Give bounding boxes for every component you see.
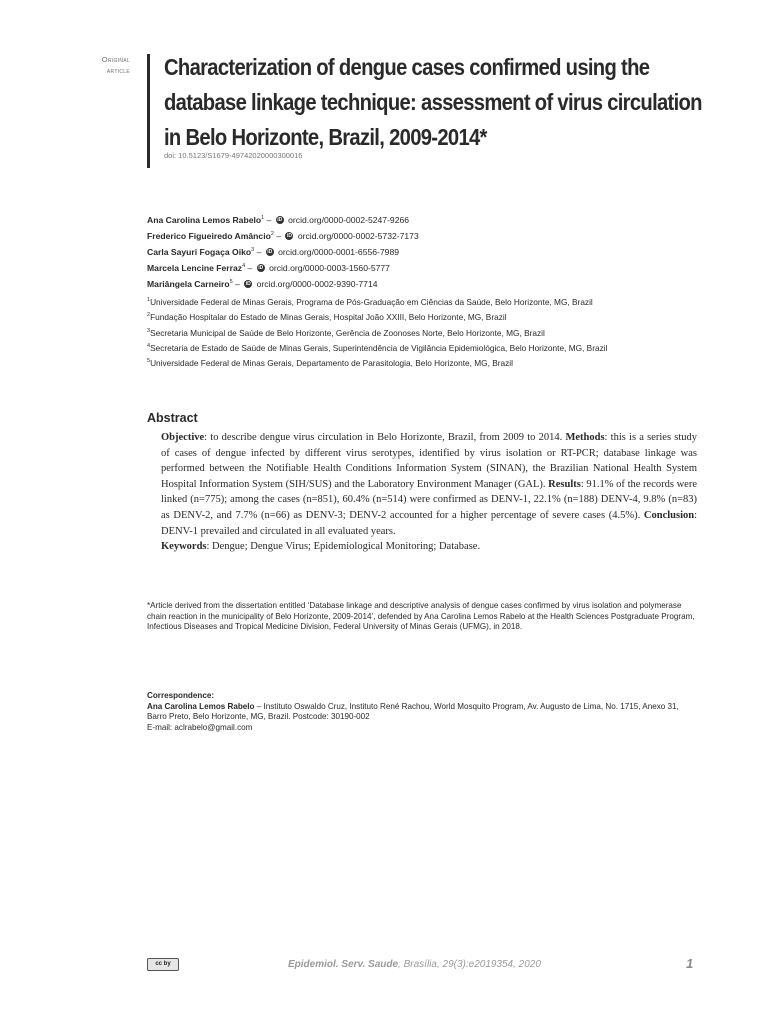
orcid-icon: iD — [267, 249, 273, 256]
correspondence-email[interactable]: E-mail: aclrabelo@gmail.com — [147, 723, 253, 733]
orcid-icon: iD — [286, 233, 292, 240]
author-name: Carla Sayuri Fogaça Oiko — [147, 246, 252, 257]
author-name: Mariângela Carneiro — [147, 279, 230, 290]
author-row: Marcela Lencine Ferraz$^4$ – iD orcid.org/0000-0003-1560-5777 — [147, 263, 390, 274]
orcid-link[interactable]: orcid.org/0000-0002-9390-7714 — [256, 279, 378, 290]
abstract-keywords: Keywords: Dengue; Dengue Virus; Epidemiological Monitoring; Database. — [161, 541, 481, 553]
correspondence-address: Ana Carolina Lemos Rabelo – Instituto Oswaldo Cruz, Instituto René Rachou, World Mosquito Program, Av. Augusto de Lima, No. 1715, Anexo 31, Barro Preto, Belo Horizonte, MG, Brazil. Postcode: 30190-002 — [147, 701, 679, 722]
abstract-body — [147, 430, 697, 555]
affiliation-item: $^2$Fundação Hospitalar do Estado de Minas Gerais, Hospital João XXIII, Belo Horizonte, MG, Brazil — [147, 312, 507, 323]
article-title: Characterization of dengue cases confirmed using the database linkage technique: assessment of virus circulation in Belo Horizonte, Brazil, 2009-2014* — [164, 54, 702, 150]
title-accent-bar — [147, 54, 150, 168]
article-footnote: *Article derived from the dissertation entitled ‘Database linkage and descriptive analysis of dengue cases confirmed by virus isolation and polymerase chain reaction in the municipality of Belo Horizonte, 2009-2014’, defended by Ana Carolina Lemos Rabelo at the Health Sciences Postgraduate Program, Infectious Diseases and Tropical Medicine Division, Federal University of Minas Gerais (UFMG), in 2018. — [147, 601, 695, 632]
affiliation-list — [147, 295, 707, 371]
affiliation-item: $^1$Universidade Federal de Minas Gerais, Programa de Pós-Graduação em Ciências da Saúde, Belo Horizonte, MG, Brazil — [147, 297, 593, 307]
author-affil-sup: 5 — [229, 279, 233, 286]
correspondence-heading: Correspondence: — [147, 691, 215, 700]
orcid-link[interactable]: orcid.org/0000-0003-1560-5777 — [269, 263, 390, 274]
author-name: Frederico Figueiredo Amâncio — [147, 230, 271, 241]
section-tag-line2: article — [106, 66, 130, 75]
orcid-icon: iD — [245, 281, 251, 288]
orcid-link[interactable]: orcid.org/0000-0001-6556-7989 — [278, 246, 400, 257]
affiliation-item: $^3$Secretaria Municipal de Saúde de Belo Horizonte, Gerência de Zoonoses Norte, Belo Horizonte, MG, Brazil — [147, 327, 545, 338]
orcid-icon: iD — [277, 217, 283, 224]
orcid-link[interactable]: orcid.org/0000-0002-5247-9266 — [288, 214, 410, 225]
correspondence-block — [147, 691, 699, 734]
journal-citation: Epidemiol. Serv. Saude, Brasília, 29(3):e2019354, 2020 — [288, 959, 541, 970]
author-row: Carla Sayuri Fogaça Oiko$^3$ – iD orcid.org/0000-0001-6556-7989 — [147, 246, 400, 257]
affiliation-item: $^4$Secretaria de Estado de Saúde de Minas Gerais, Superintendência de Vigilância Epidemiológica, Belo Horizonte, MG, Brazil — [147, 342, 608, 353]
page-number: 1 — [686, 956, 694, 971]
doi-link[interactable]: doi: 10.5123/S1679-49742020000300016 — [164, 151, 303, 160]
author-name: Ana Carolina Lemos Rabelo — [147, 214, 262, 225]
orcid-link[interactable]: orcid.org/0000-0002-5732-7173 — [297, 230, 419, 241]
author-row: Frederico Figueiredo Amâncio$^2$ – iD orcid.org/0000-0002-5732-7173 — [147, 230, 419, 241]
abstract-heading: Abstract — [147, 411, 198, 425]
section-tag — [60, 54, 130, 76]
author-list — [147, 211, 707, 291]
author-name: Marcela Lencine Ferraz — [147, 263, 243, 274]
section-tag-line1: Original — [101, 55, 130, 64]
author-affil-sup: 1 — [261, 215, 265, 221]
orcid-icon: iD — [258, 265, 264, 272]
author-row: Mariângela Carneiro$^5$ – iD orcid.org/0000-0002-9390-7714 — [147, 279, 378, 290]
author-affil-sup: 4 — [242, 263, 246, 270]
abstract-paragraph: Objective: to describe dengue virus circulation in Belo Horizonte, Brazil, from 2009 to 2014. Methods: this is a series study of cases of dengue infected by different virus serotypes, identified by virus isolation or RT-PCR; database linkage was performed between the Notifiable Health Conditions Information System (SINAN), the Brazilian National Health System Hospital Information System (SIH/SUS) and the Laboratory Environment Manager (GAL). Results: 91.1% of the records were linked (n=775); among the cases (n=851), 60.4% (n=514) were confirmed as DENV-1, 22.1% (n=188) DENV-4, 9.8% (n=83) as DENV-2, and 7.7% (n=66) as DENV-3; DENV-2 accounted for a higher percentage of severe cases (4.5%). Conclusion: DENV-1 prevailed and circulated in all evaluated years. — [161, 432, 697, 537]
affiliation-item: $^5$Universidade Federal de Minas Gerais, Departamento de Parasitologia, Belo Horizonte, MG, Brazil — [147, 358, 513, 369]
author-affil-sup: 2 — [270, 231, 274, 238]
author-affil-sup: 3 — [251, 247, 255, 254]
author-row: Ana Carolina Lemos Rabelo$^1$ – iD orcid.org/0000-0002-5247-9266 — [147, 214, 410, 225]
cc-license-icon[interactable]: cc by — [147, 958, 179, 971]
